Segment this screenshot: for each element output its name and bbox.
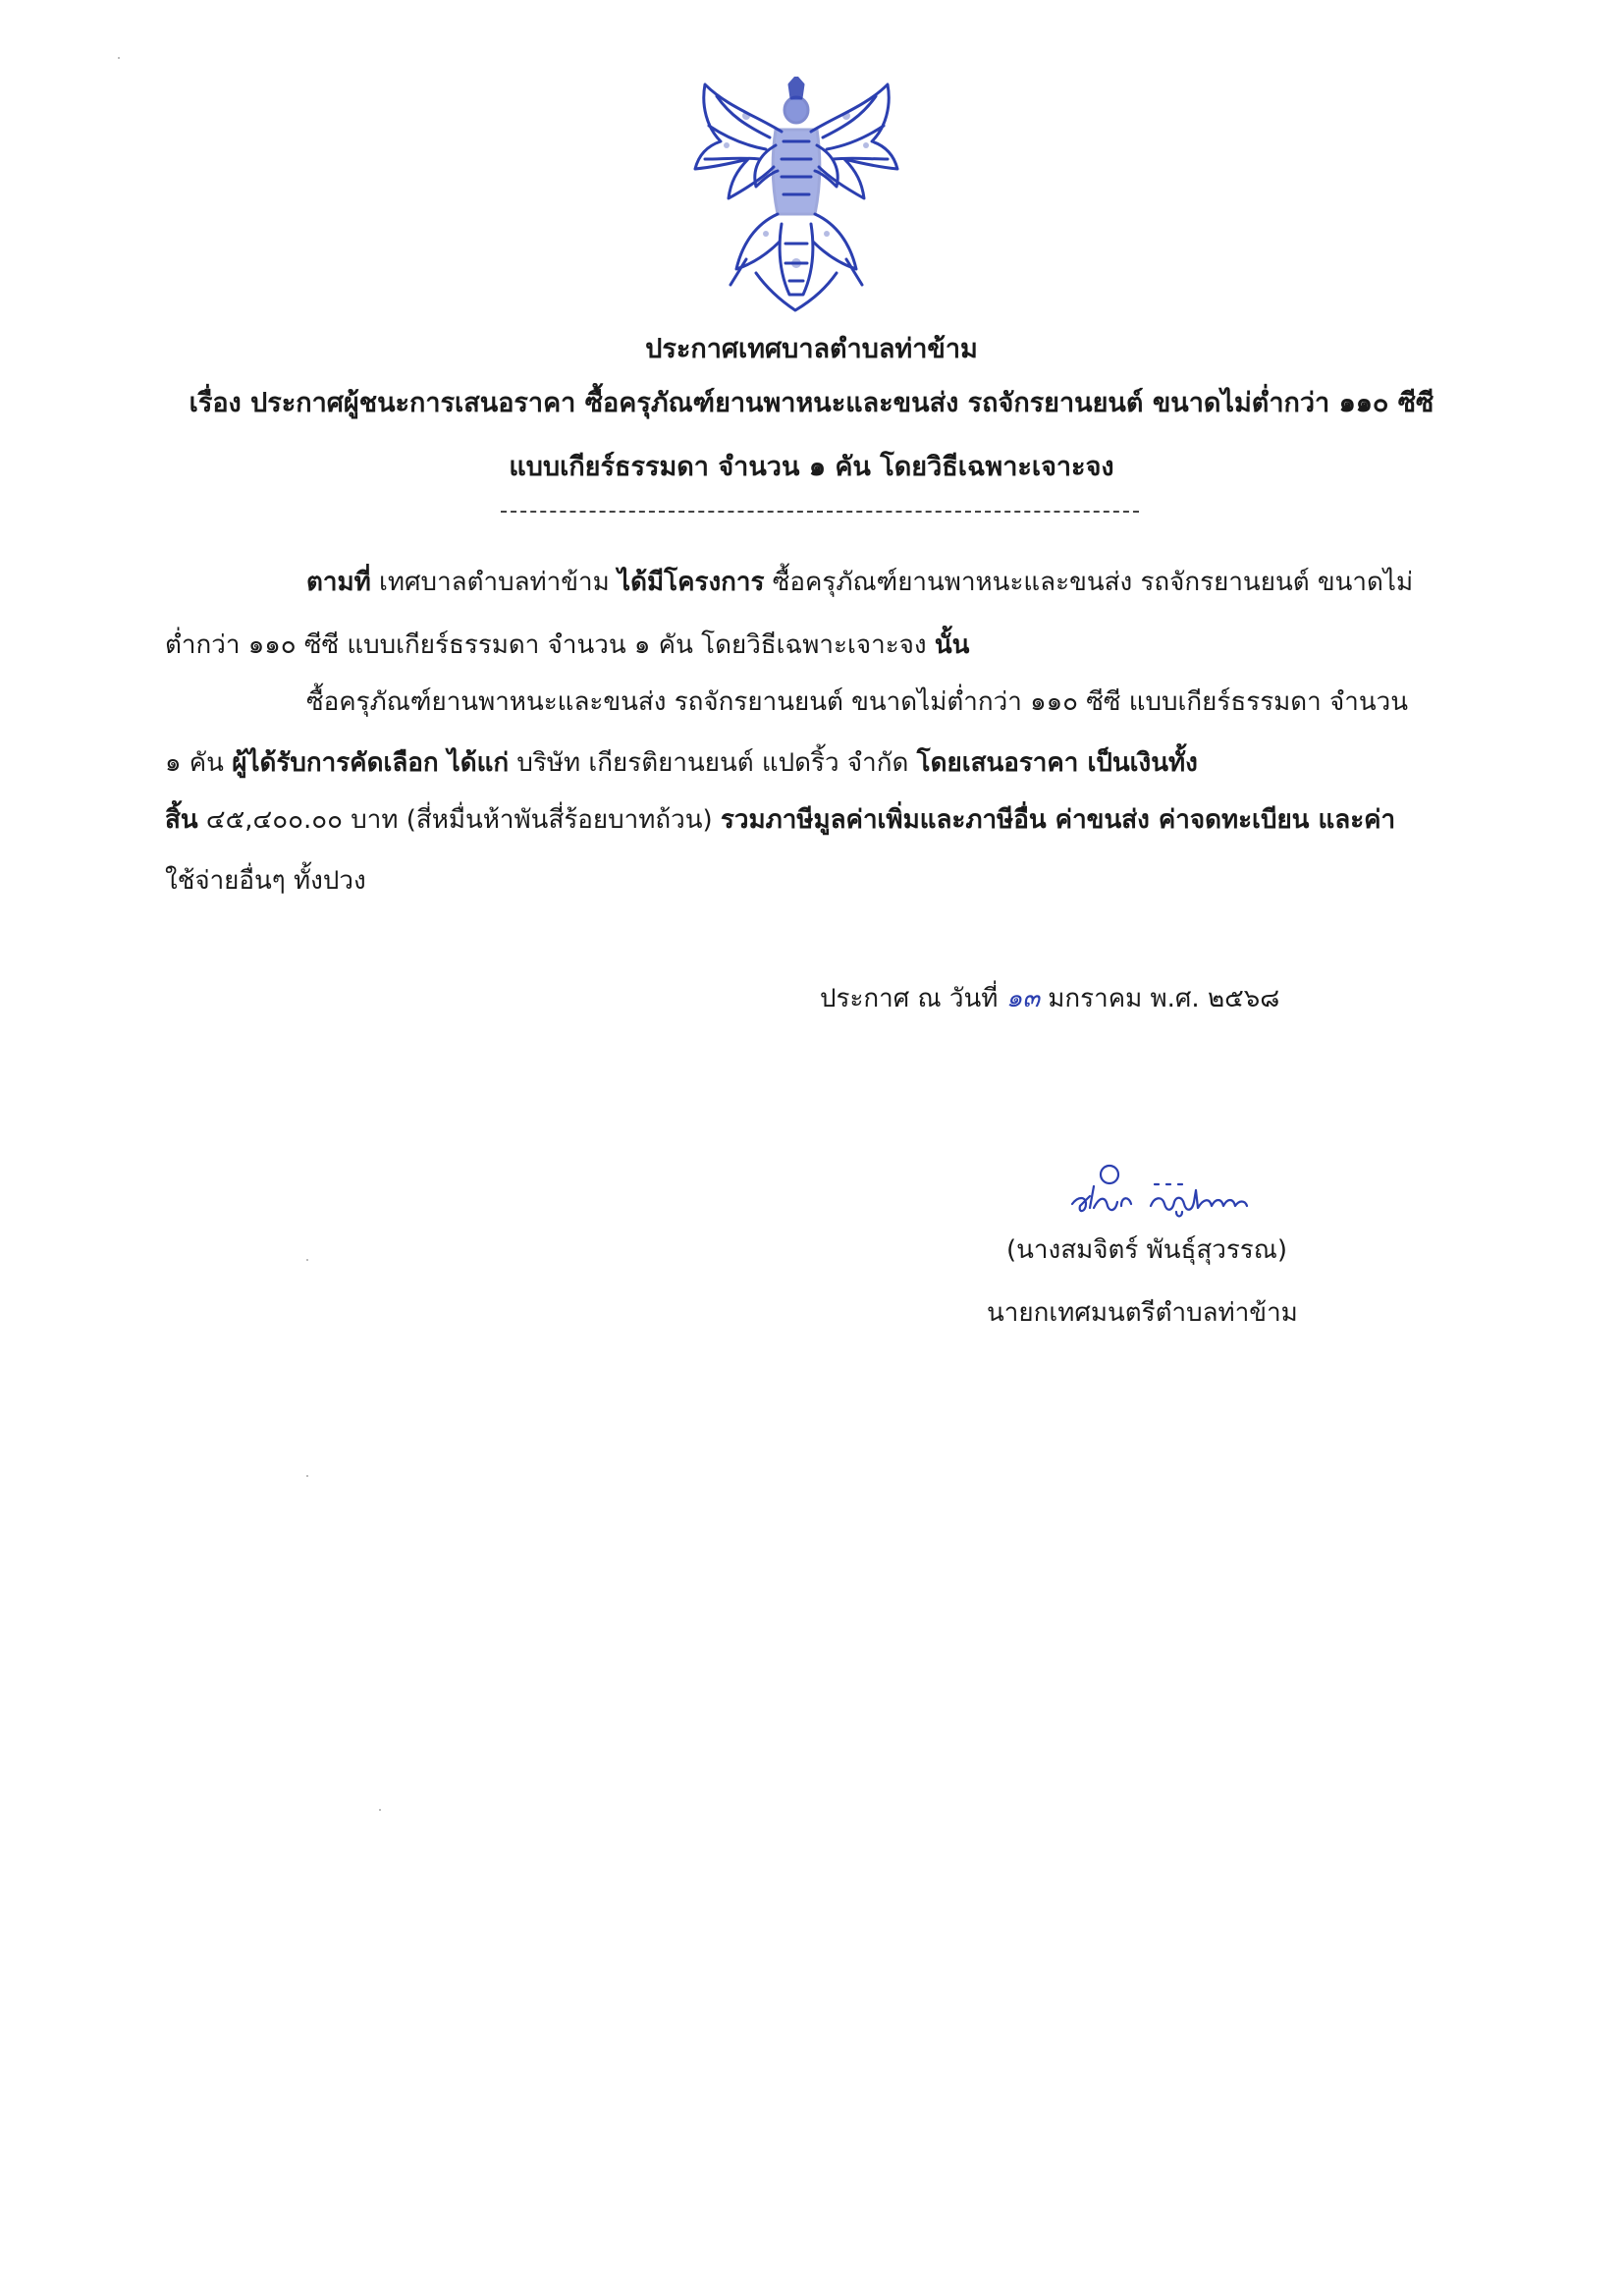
document-subject-line-2: แบบเกียร์ธรรมดา จำนวน ๑ คัน โดยวิธีเฉพาะเจาะจง bbox=[509, 452, 1114, 482]
para1-line2: ต่ำกว่า ๑๑๐ ซีซี แบบเกียร์ธรรมดา จำนวน ๑ คัน โดยวิธีเฉพาะเจาะจง bbox=[165, 630, 935, 660]
para1-rest: ซื้อครุภัณฑ์ยานพาหนะและขนส่ง รถจักรยานยนต์ ขนาดไม่ bbox=[764, 568, 1414, 597]
paragraph-2-line-1: ซื้อครุภัณฑ์ยานพาหนะและขนส่ง รถจักรยานยนต์ ขนาดไม่ต่ำกว่า ๑๑๐ ซีซี แบบเกียร์ธรรมดา จำนวน bbox=[306, 687, 1409, 717]
para2-line3-b: ๔๕,๔๐๐.๐๐ บาท (สี่หมื่นห้าพันสี่ร้อยบาทถ้วน) bbox=[197, 805, 721, 835]
para2-line2-d: โดยเสนอราคา เป็นเงินทั้ง bbox=[916, 748, 1198, 778]
garuda-emblem-icon bbox=[687, 77, 905, 318]
paragraph-1-line-1 bbox=[306, 568, 1413, 598]
handwritten-signature bbox=[1060, 1157, 1276, 1235]
document-heading: ประกาศเทศบาลตำบลท่าข้าม bbox=[645, 334, 978, 364]
paragraph-2-line-3 bbox=[165, 805, 1395, 836]
announcement-date bbox=[820, 984, 1279, 1014]
signer-title: นายกเทศมนตรีตำบลท่าข้าม bbox=[987, 1298, 1298, 1328]
para1-org: เทศบาลตำบลท่าข้าม bbox=[370, 568, 619, 597]
para2-line2-c: บริษัท เกียรติยานยนต์ แปดริ้ว จำกัด bbox=[509, 748, 917, 778]
separator-dashes bbox=[501, 511, 1139, 513]
scan-speck bbox=[306, 1475, 308, 1477]
para1-lead: ตามที่ bbox=[306, 568, 371, 597]
scan-speck bbox=[306, 1259, 308, 1261]
para2-line2-b: ผู้ได้รับการคัดเลือก ได้แก่ bbox=[232, 748, 510, 778]
paragraph-2-line-2 bbox=[165, 748, 1198, 779]
date-rest: มกราคม พ.ศ. ๒๕๖๘ bbox=[1040, 984, 1280, 1013]
para2-line3-c: รวมภาษีมูลค่าเพิ่มและภาษีอื่น ค่าขนส่ง ค่าจดทะเบียน และค่า bbox=[720, 805, 1396, 835]
paragraph-1-line-2 bbox=[165, 630, 969, 661]
paragraph-2-line-4: ใช้จ่ายอื่นๆ ทั้งปวง bbox=[165, 866, 366, 896]
signer-name: (นางสมจิตร์ พันธุ์สุวรรณ) bbox=[1006, 1235, 1288, 1265]
document-subject-line-1: เรื่อง ประกาศผู้ชนะการเสนอราคา ซื้อครุภัณฑ์ยานพาหนะและขนส่ง รถจักรยานยนต์ ขนาดไม่ต่ำกว่า ๑๑๐ ซีซี bbox=[189, 388, 1434, 418]
scan-speck bbox=[379, 1809, 381, 1811]
date-prefix: ประกาศ ณ วันที่ bbox=[820, 984, 1006, 1013]
para1-line2-end: นั้น bbox=[934, 630, 970, 660]
para2-line3-a: สิ้น bbox=[165, 805, 198, 835]
para1-mid: ได้มีโครงการ bbox=[618, 568, 765, 597]
scan-speck bbox=[118, 57, 120, 59]
date-day: ๑๓ bbox=[1005, 984, 1040, 1013]
para2-line2-a: ๑ คัน bbox=[165, 748, 233, 778]
